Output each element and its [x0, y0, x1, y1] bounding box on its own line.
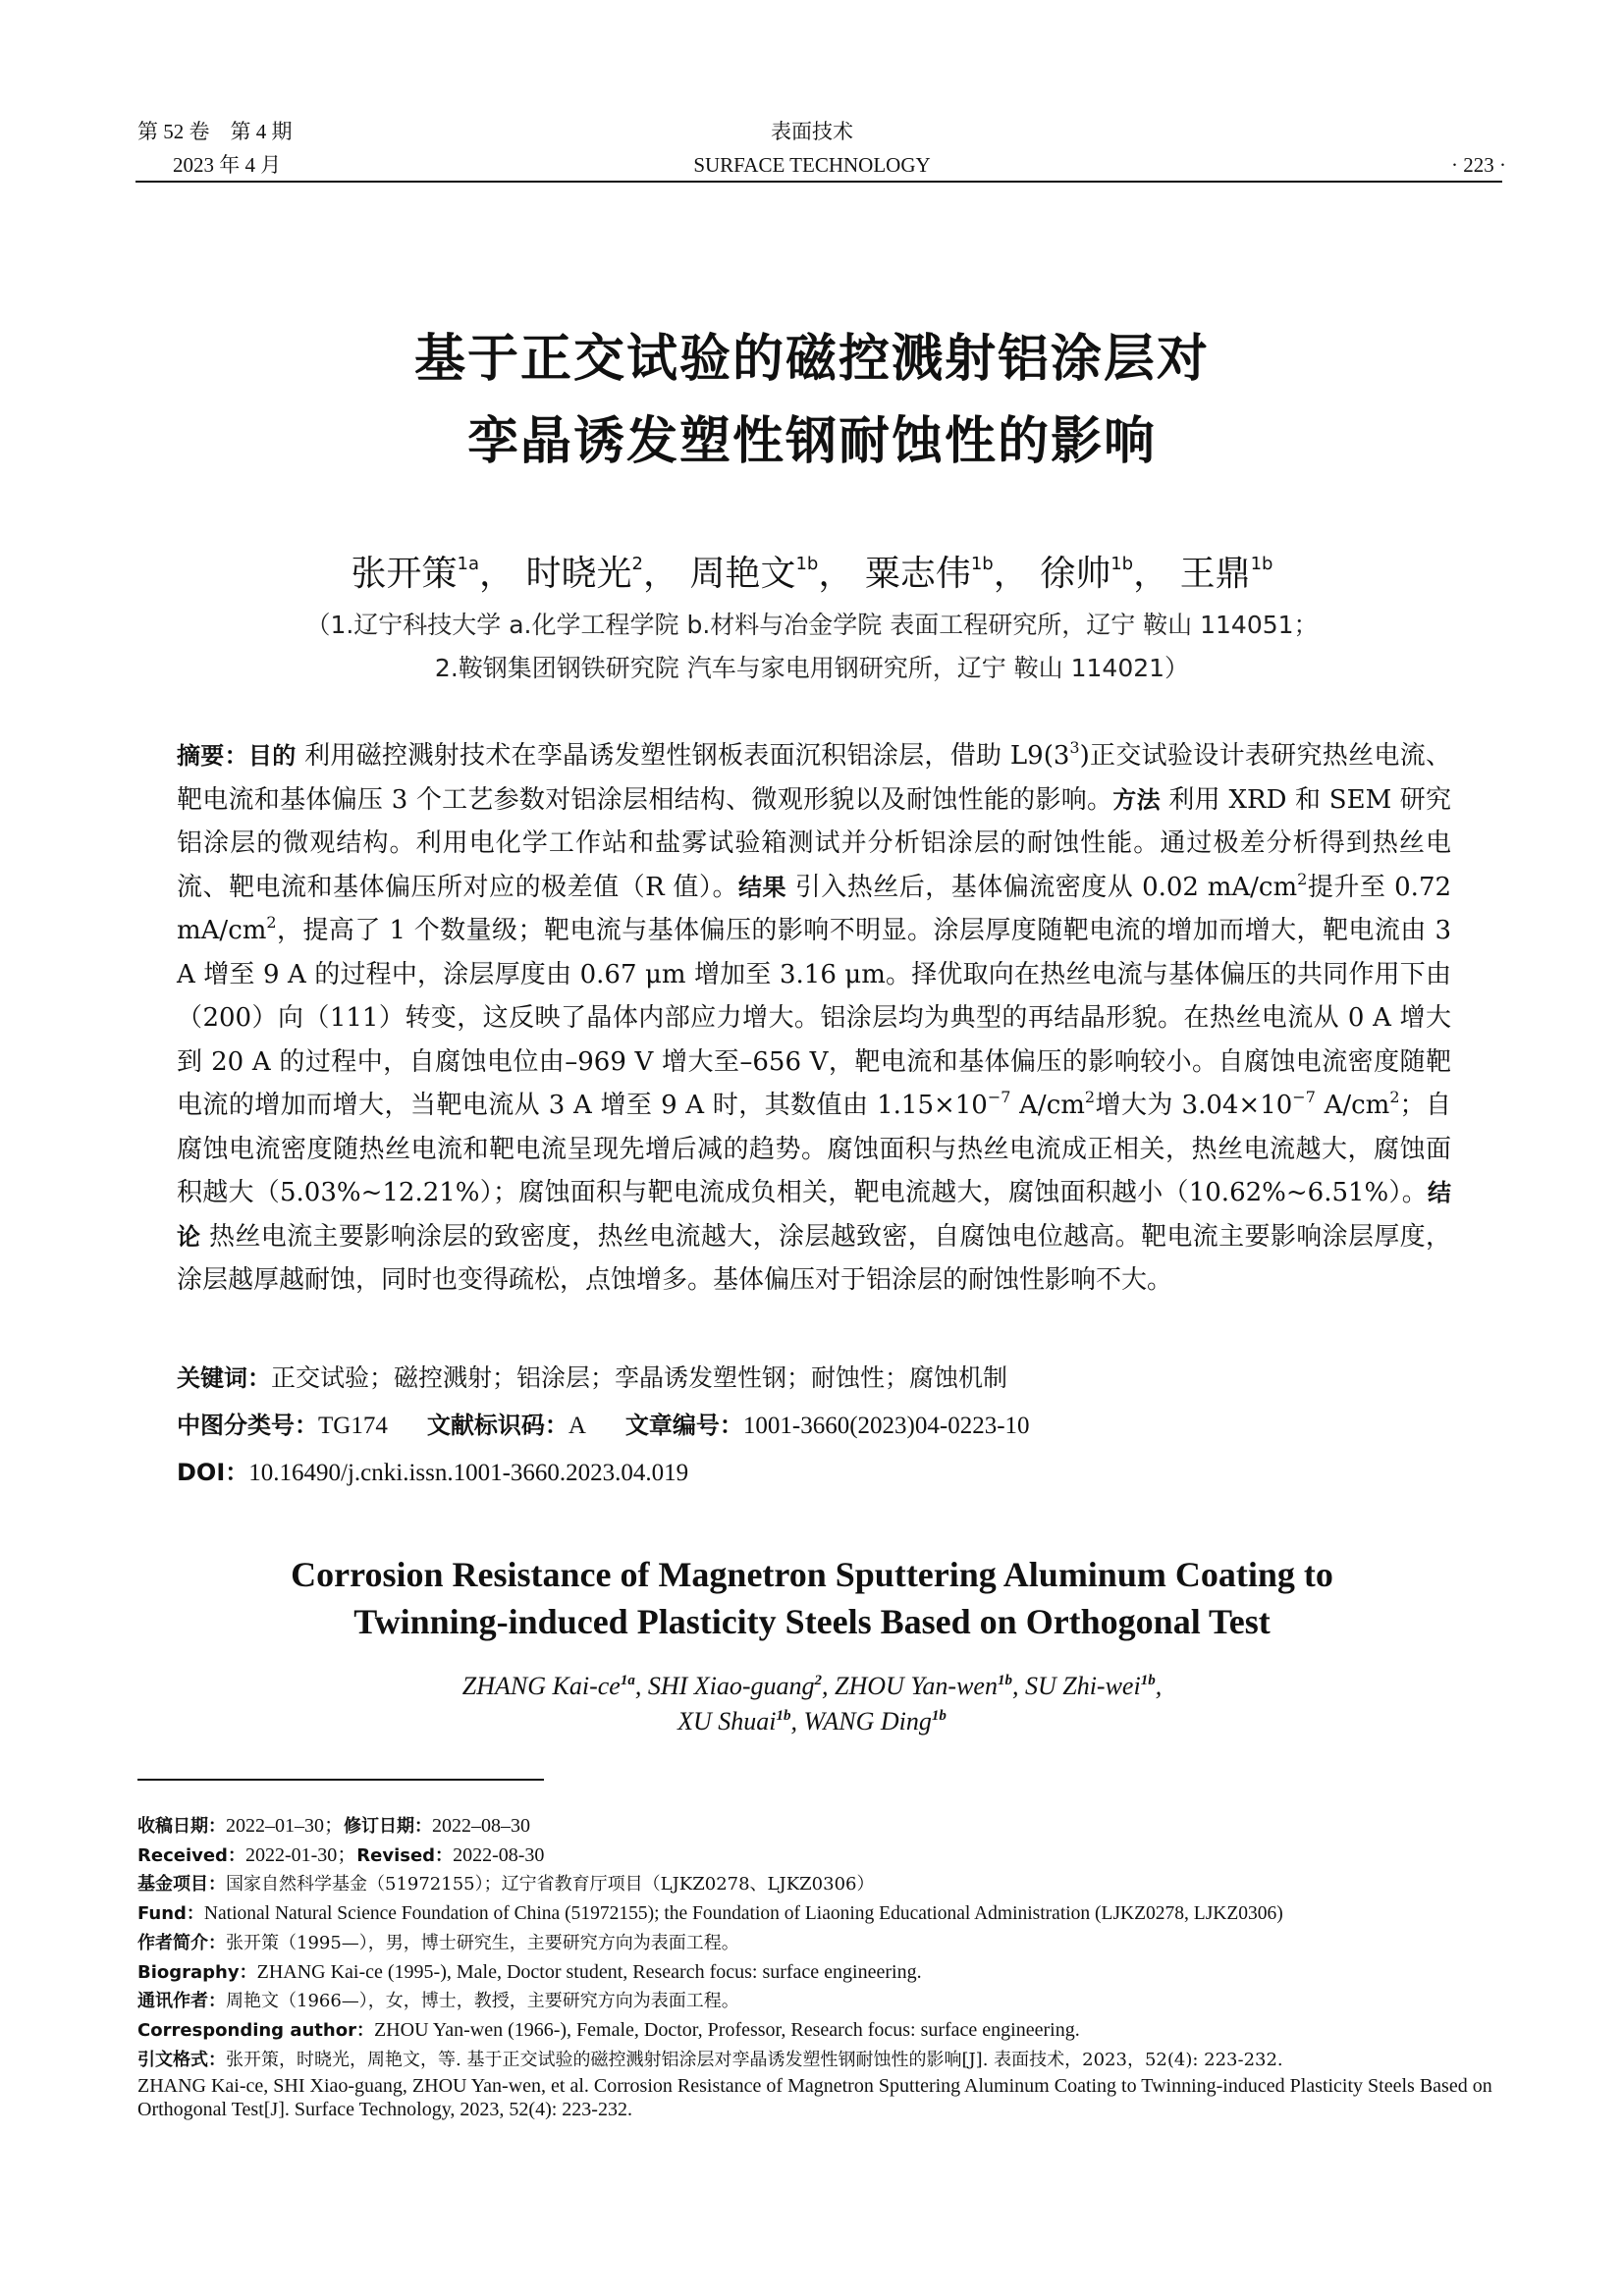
conclusion-text: 热丝电流主要影响涂层的致密度，热丝电流越大，涂层越致密，自腐蚀电位越高。靶电流主要影响涂层厚度，涂层越厚越耐蚀，同时也变得疏松，点蚀增多。基体偏压对于铝涂层的耐蚀性影响不大。 — [177, 1221, 1452, 1295]
method-text: 利用 XRD 和 SEM 研究铝涂层的微观结构。利用电化学工作站和盐雾试验箱测试并分析铝涂层的耐蚀性能。通过极差分析得到热丝电流、靶电流和基体偏压所对应的极差值（R 值）。 — [177, 784, 1452, 902]
keywords — [177, 1359, 1473, 1398]
author-en-2: SHI Xiao-guang$^2$, — [647, 1672, 836, 1700]
results-label: 结果 — [737, 873, 786, 901]
article-number-value: 1001-3660(2023)04-0223-10 — [742, 1413, 1030, 1439]
footnote-rule — [137, 1779, 544, 1781]
doi-label: DOI： — [177, 1459, 249, 1486]
abstract-label: 摘要： — [177, 742, 248, 770]
method-label: 方法 — [1112, 785, 1161, 814]
note-bio-en: Biography：ZHANG Kai-ce (1995-), Male, Doctor student, Research focus: surface engineering. — [137, 1960, 922, 1983]
objective-label: 目的 — [247, 742, 297, 770]
affiliation-line2: 2.鞍钢集团钢铁研究院 汽车与家电用钢研究所，辽宁 鞍山 114021） — [434, 654, 1190, 682]
affiliation-line1: （1.辽宁科技大学 a.化学工程学院 b.材料与冶金学院 表面工程研究所，辽宁 鞍山 114051； — [305, 611, 1319, 639]
author-cn-5: 徐帅$^{1b}$， — [1040, 554, 1169, 594]
title-cn-line2: 孪晶诱发塑性钢耐蚀性的影响 — [466, 412, 1157, 471]
header-page-number: · 223 · — [1451, 153, 1506, 177]
header-journal-en: SURFACE TECHNOLOGY — [693, 153, 931, 177]
objective-text: 利用磁控溅射技术在孪晶诱发塑性钢板表面沉积铝涂层，借助 $L9(3^3)$正交试验设计表研究热丝电流、靶电流和基体偏压 3 个工艺参数对铝涂层相结构、微观形貌以及耐蚀性能的影响。 — [177, 738, 1452, 815]
author-en-1: ZHANG Kai-$ce^{1a}$, — [461, 1672, 648, 1700]
author-en-4: SU Zhi-wei$^{1b}$, — [1024, 1672, 1163, 1700]
author-cn-1: 张开策$^{1a}$， — [351, 554, 515, 594]
note-received-en: Received：2022-01-30；Revised：2022-08-30 — [137, 1843, 545, 1866]
doi-value[interactable]: 10.16490/j.cnki.issn.1001-3660.2023.04.019 — [248, 1460, 689, 1486]
article-number-label: 文章编号： — [624, 1412, 743, 1439]
keywords-label: 关键词： — [177, 1364, 271, 1392]
authors-en-line2 — [0, 1704, 1624, 1739]
results-text: 引入热丝后，基体偏流密度从 0.02 $mA/cm^2$提升至 0.72 $mA/cm^2$，提高了 1 个数量级；靶电流与基体偏压的影响不明显。涂层厚度随靶电流的增加而增大，靶电流由 3 A 增至 9 A 的过程中，涂层厚度由 0.67 μm 增加至 3.16 μm。择优取向在热丝电流与基体偏压的共同作用下由（200）向（111）转变，这反映了晶体内部应力增大。铝涂层均为典型的再结晶形貌。在热丝电流从 0 A 增大到 20 A 的过程中，自腐蚀电位由–969 V 增大至–656 V，靶电流和基体偏压的影响较小。自腐蚀电流密度随靶电流的增加而增大，当靶电流从 3 A 增至 9 A 时，其数值由 $1.15\times 10^{-7}$ $A/cm^2$增大为 $3.04\times 10^{-7}$ $A/cm^2$；自腐蚀电流密度随热丝电流和靶电流呈现先增后减的趋势。腐蚀面积与热丝电流成正相关，热丝电流越大，腐蚀面积越大（5.03%~12.21%）；腐蚀面积与靶电流成负相关，靶电流越大，腐蚀面积越小（10.62%~6.51%）。 — [177, 869, 1452, 1207]
note-cite-cn: 引文格式：张开策，时晓光，周艳文，等. 基于正交试验的磁控溅射铝涂层对孪晶诱发塑性钢耐蚀性的影响[J]. 表面技术，2023，52(4): 223-232. — [137, 2049, 1283, 2070]
author-en-6: WANG Ding$^{1b}$ — [803, 1707, 947, 1735]
author-cn-2: 时晓光$^2$， — [525, 554, 678, 594]
keywords-text: 正交试验；磁控溅射；铝涂层；孪晶诱发塑性钢；耐蚀性；腐蚀机制 — [271, 1363, 1008, 1392]
footnotes — [137, 1812, 1504, 2121]
clc-value: TG174 — [318, 1413, 388, 1439]
header-journal-cn: 表面技术 — [771, 120, 853, 143]
note-received-cn: 收稿日期：2022–01–30；修订日期：2022–08–30 — [137, 1815, 530, 1837]
note-fund-en: Fund：National Natural Science Foundation of China (51972155); the Foundation of Liaoning Educational Administration (LJKZ0278, LJKZ0306) — [137, 1903, 1283, 1925]
author-cn-6: 王鼎$^{1b}$ — [1179, 554, 1273, 594]
header-volume-issue: 第 52 卷 第 4 期 — [137, 120, 293, 143]
conclusion-label: 结论 — [177, 1179, 1451, 1251]
title-en-line2: Twinning-induced Plasticity Steels Based on Orthogonal Test — [353, 1602, 1271, 1641]
title-en-line1: Corrosion Resistance of Magnetron Sputtering Aluminum Coating to — [291, 1555, 1333, 1594]
header-date: 2023 年 4 月 — [173, 153, 282, 177]
title-cn-line1: 基于正交试验的磁控溅射铝涂层对 — [413, 330, 1210, 389]
authors-cn — [0, 540, 1624, 599]
note-cite-en: ZHANG Kai-ce, SHI Xiao-guang, ZHOU Yan-wen, et al. Corrosion Resistance of Magnetron Sputtering Aluminum Coating to Twinning-induced Plasticity Steels Based on Orthogonal Test[J]. Surface Technology, 2023, 52(4): 223-232. — [137, 2075, 1492, 2121]
author-cn-4: 粟志伟$^{1b}$， — [864, 554, 1029, 594]
author-en-5: XU Shuai$^{1b}$, — [677, 1707, 804, 1735]
doi — [177, 1453, 1473, 1493]
note-corr-cn: 通讯作者：周艳文（1966—），女，博士，教授，主要研究方向为表面工程。 — [137, 1991, 739, 2012]
clc-label: 中图分类号： — [177, 1412, 318, 1439]
doc-code-label: 文献标识码： — [426, 1412, 568, 1439]
authors-en-line1 — [0, 1669, 1624, 1704]
note-fund-cn: 基金项目：国家自然科学基金（51972155）；辽宁省教育厅项目（LJKZ0278、LJKZ0306） — [137, 1874, 875, 1896]
author-en-3: ZHOU Yan-wen$^{1b}$, — [835, 1672, 1025, 1700]
note-bio-cn: 作者简介：张开策（1995—），男，博士研究生，主要研究方向为表面工程。 — [137, 1932, 739, 1953]
author-cn-3: 周艳文$^{1b}$， — [689, 554, 854, 594]
note-corr-en: Corresponding author：ZHOU Yan-wen (1966-), Female, Doctor, Professor, Research focus: surface engineering. — [137, 2018, 1080, 2041]
doc-code-value: A — [568, 1413, 586, 1439]
header-rule — [135, 181, 1502, 183]
classification — [177, 1406, 1473, 1446]
abstract — [177, 734, 1451, 1303]
